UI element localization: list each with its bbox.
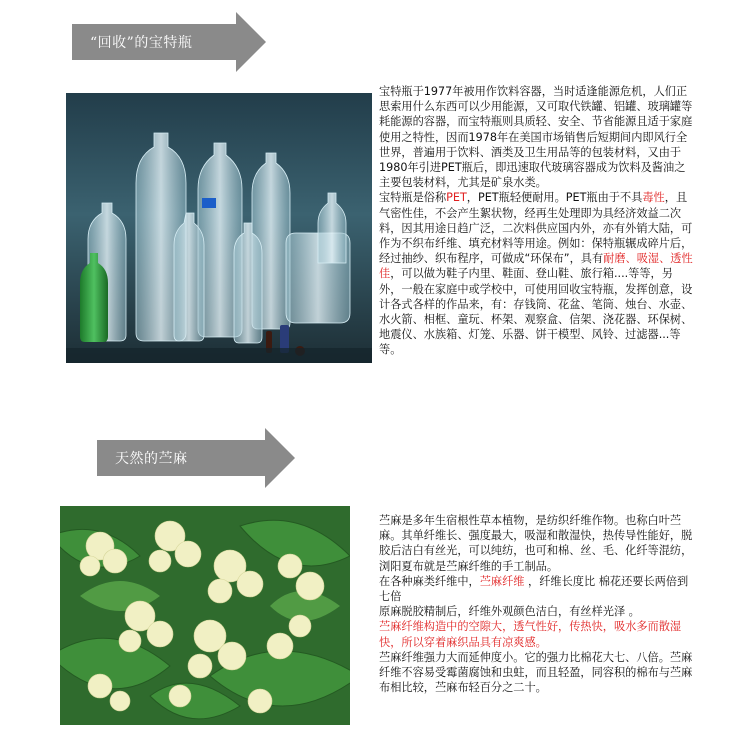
section-banner-recycled-bottles <box>72 12 266 72</box>
text-run: 苎麻纤维强力大而延伸度小。它的强力比棉花大七、八倍。苎麻纤维不容易受霉菌腐蚀和虫蛀，而且轻盈，同容积的棉布与苎麻布相比较，苎麻布轻百分之二十。 <box>379 650 693 695</box>
text-run: 苎麻是多年生宿根性草本植物，是纺织纤维作物。也称白叶苎麻。其单纤维长、强度最大，吸湿和散湿快，热传导性能好，脱胶后洁白有丝光，可以纯纺，也可和棉、丝、毛、化纤等混纺，浏阳夏布就是苎麻纤维的手工制品。 <box>379 514 693 573</box>
paragraph <box>379 574 697 604</box>
text-run: 宝特瓶是俗称 <box>379 191 447 205</box>
highlighted-text: 苎麻纤维构造中的空隙大，透气性好，传热快，吸水多而散湿快，所以穿着麻织品具有凉爽感。 <box>379 620 682 649</box>
ramie-plant-photo <box>60 506 350 725</box>
text-run: ，可以做为鞋子内里、鞋面、登山鞋、旅行箱....等等，另外，一般在家庭中或学校中，可使用回收宝特瓶，发挥创意，设计各式各样的作品来，有：存钱筒、花盆、笔筒、烛台、水壶、水火箭、相框、童玩、杯架、观察盒、信架、浇花器、环保树、地震仪、水族箱、灯笼、乐器、饼干模型、风铃、过滤器...等等。 <box>379 267 693 357</box>
text-run: ，且气密性佳，不会产生絮状物，经再生处理即为具经济效益二次料，因其用途日趋广泛，二次料供应国内外，亦有外销大陆，可作为不织布纤维、填充材料等用途。例如：保特瓶辗成碎片后，经过抽纱、织布程序，可做成“环保布”，具有 <box>379 191 693 266</box>
paragraph <box>379 84 693 190</box>
text-run: 宝特瓶于1977年被用作饮料容器，当时适逢能源危机，人们正思索用什么东西可以少用能源，又可取代铁罐、铝罐、玻璃罐等耗能源的容器，而宝特瓶则具质轻、安全、节省能源且适于家庭使用之特性，因而1978年在美国市场销售后短期间内即风行全世界，普遍用于饮料、酒类及卫生用品等的包装材料，又由于1980年引进PET瓶后，即迅速取代玻璃容器成为饮料及酱油之主要包装材料，尤其是矿泉水类。 <box>379 85 693 190</box>
text-run: ，PET瓶轻便耐用。PET瓶由于不具 <box>466 191 643 205</box>
banner-label: 天然的苎麻 <box>97 440 265 476</box>
highlighted-text: PET <box>446 191 467 205</box>
highlighted-text: 耐磨、吸湿、透性佳 <box>379 252 693 281</box>
paragraph <box>379 619 697 649</box>
arrow-right-icon <box>265 428 295 488</box>
paragraph <box>379 650 697 696</box>
paragraph <box>379 604 697 619</box>
paragraph <box>379 513 697 574</box>
text-run: 原麻脱胶精制后，纤维外观颜色洁白，有丝样光泽 。 <box>379 605 640 619</box>
text-run: 在各种麻类纤维中， <box>379 574 480 588</box>
pet-bottles-photo <box>66 93 372 363</box>
recycled-bottles-description <box>379 84 693 358</box>
paragraph <box>379 190 693 357</box>
banner-label: “回收”的宝特瓶 <box>72 24 236 60</box>
arrow-right-icon <box>236 12 266 72</box>
highlighted-text: 苎麻纤维 <box>479 574 525 588</box>
text-run: ，纤维长度比 棉花还要长两倍到七倍 <box>379 574 689 604</box>
highlighted-text: 毒性 <box>642 191 665 205</box>
ramie-description <box>379 513 697 695</box>
section-banner-ramie <box>97 428 295 488</box>
